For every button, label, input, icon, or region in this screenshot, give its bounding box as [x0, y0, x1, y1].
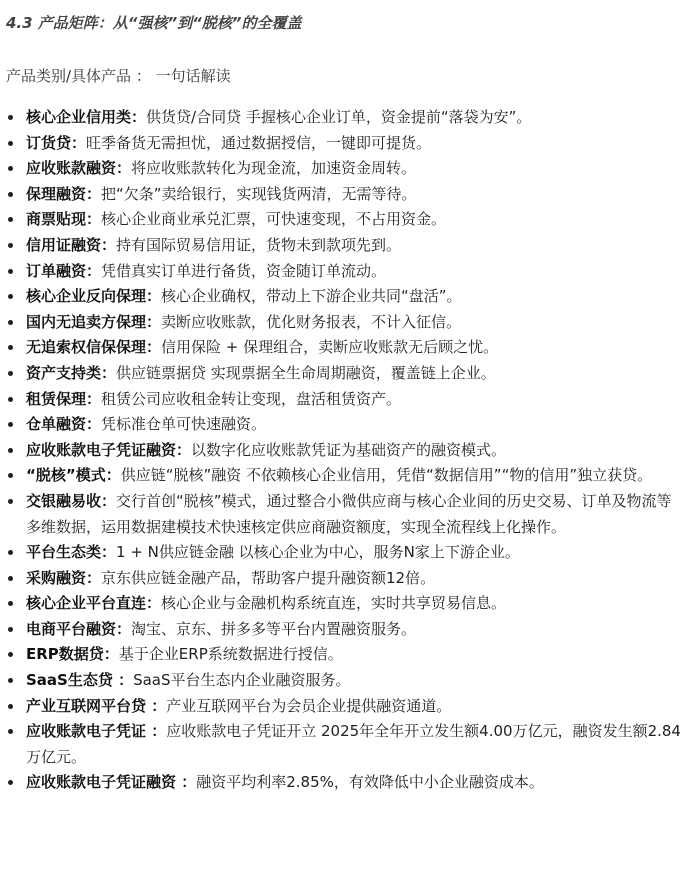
item-term: SaaS生态贷 ： [26, 671, 134, 690]
list-item [6, 668, 686, 694]
bullet-icon [8, 345, 13, 350]
bullet-icon [8, 780, 13, 785]
bullet-icon [8, 448, 13, 453]
item-term: 电商平台融资： [26, 619, 132, 638]
item-term: 应收账款电子凭证 ： [26, 722, 167, 741]
bullet-icon [8, 115, 13, 120]
item-description: 将应收账款转化为现金流，加速资金周转。 [131, 159, 417, 178]
list-item [6, 694, 686, 720]
item-term: 订单融资： [26, 261, 102, 280]
item-description: 供应链“脱核”融资 不依赖核心企业信用，凭借“数据信用”“物的信用”独立获贷。 [120, 466, 653, 485]
item-description: 核心企业与金融机构系统直连，实时共享贸易信息。 [161, 594, 507, 613]
item-term: 核心企业反向保理： [26, 287, 162, 306]
item-term: 采购融资： [26, 568, 102, 587]
category-caption: 产品类别/具体产品 ： 一句话解读 [6, 67, 231, 85]
list-item [6, 207, 686, 233]
list-item [6, 156, 686, 182]
item-term: 平台生态类： [26, 543, 117, 562]
bullet-icon [8, 320, 13, 325]
item-description: 持有国际贸易信用证，货物未到款项先到。 [116, 235, 402, 254]
item-description: 京东供应链金融产品，帮助客户提升融资额12倍。 [101, 568, 436, 587]
item-description: 供应链票据贷 实现票据全生命周期融资，覆盖链上企业。 [116, 363, 496, 382]
item-term: 交银融易收： [26, 491, 117, 510]
item-term: 仓单融资： [26, 415, 102, 434]
bullet-icon [8, 371, 13, 376]
item-description: 基于企业ERP系统数据进行授信。 [118, 645, 343, 664]
item-description: 卖断应收账款，优化财务报表，不计入征信。 [161, 312, 462, 331]
item-description: 旺季备货无需担忧，通过数据授信，一键即可提货。 [86, 133, 432, 152]
bullet-icon [8, 550, 13, 555]
item-description: 核心企业商业承兑汇票，可快速变现，不占用资金。 [101, 210, 447, 229]
item-description: 凭借真实订单进行备货，资金随订单流动。 [101, 261, 387, 280]
section-heading: 4.3 产品矩阵：从“强核”到“脱核”的全覆盖 [6, 14, 302, 32]
bullet-icon [8, 627, 13, 632]
item-term: 保理融资： [26, 184, 102, 203]
bullet-icon [8, 473, 13, 478]
item-term: 信用证融资： [26, 235, 117, 254]
bullet-icon [8, 678, 13, 683]
product-list [6, 105, 686, 796]
item-description: 融资平均利率2.85%，有效降低中小企业融资成本。 [196, 773, 544, 792]
item-description: 1 + N供应链金融 以核心企业为中心，服务N家上下游企业。 [116, 543, 520, 562]
list-item [6, 591, 686, 617]
list-item [6, 233, 686, 259]
bullet-icon [8, 217, 13, 222]
item-term: 产业互联网平台贷 ： [26, 696, 167, 715]
list-item [6, 182, 686, 208]
list-item [6, 284, 686, 310]
bullet-icon [8, 704, 13, 709]
bullet-icon [8, 397, 13, 402]
item-term: 应收账款电子凭证融资： [26, 440, 192, 459]
list-item [6, 719, 686, 770]
item-description: 核心企业确权，带动上下游企业共同“盘活”。 [161, 287, 462, 306]
bullet-icon [8, 499, 13, 504]
list-item [6, 770, 686, 796]
list-item [6, 105, 686, 131]
list-item [6, 335, 686, 361]
item-term: 核心企业平台直连： [26, 594, 162, 613]
item-term: 无追索权信保保理： [26, 338, 162, 357]
item-description: 以数字化应收账款凭证为基础资产的融资模式。 [191, 440, 507, 459]
bullet-icon [8, 269, 13, 274]
list-item [6, 412, 686, 438]
bullet-icon [8, 576, 13, 581]
item-term: 租赁保理： [26, 389, 102, 408]
bullet-icon [8, 601, 13, 606]
list-item [6, 310, 686, 336]
item-term: 应收账款融资： [26, 159, 132, 178]
item-description: 交行首创“脱核”模式，通过整合小微供应商与核心企业间的历史交易、订单及物流等多维数据，运用数据建模技术快速核定供应商融资额度，实现全流程线上化操作。 [26, 491, 672, 536]
bullet-icon [8, 652, 13, 657]
list-item [6, 259, 686, 285]
bullet-icon [8, 729, 13, 734]
list-item [6, 438, 686, 464]
list-item [6, 387, 686, 413]
item-description: 供货贷/合同贷 手握核心企业订单，资金提前“落袋为安”。 [146, 108, 532, 126]
item-description: 信用保险 + 保理组合，卖断应收账款无后顾之忧。 [161, 338, 499, 357]
item-description: SaaS平台生态内企业融资服务。 [133, 671, 351, 690]
item-description: 租赁公司应收租金转让变现，盘活租赁资产。 [101, 389, 402, 408]
list-item [6, 489, 686, 540]
item-description: 产业互联网平台为会员企业提供融资通道。 [166, 696, 452, 715]
list-item [6, 642, 686, 668]
list-item [6, 540, 686, 566]
item-term: 国内无追卖方保理： [26, 312, 162, 331]
bullet-icon [8, 166, 13, 171]
item-term: 商票贴现： [26, 210, 102, 229]
list-item [6, 361, 686, 387]
item-term: 资产支持类： [26, 363, 117, 382]
bullet-icon [8, 192, 13, 197]
item-description: 应收账款电子凭证开立 2025年全年开立发生额4.00万亿元，融资发生额2.84万亿元。 [26, 722, 681, 766]
list-item [6, 463, 686, 489]
item-description: 把“欠条”卖给银行，实现钱货两清，无需等待。 [101, 184, 417, 203]
item-term: 应收账款电子凭证融资 ： [26, 773, 197, 792]
item-term: “脱核”模式： [26, 466, 121, 485]
item-term: 核心企业信用类： [26, 108, 147, 126]
item-description: 凭标准仓单可快速融资。 [101, 415, 267, 434]
list-item [6, 617, 686, 643]
item-description: 淘宝、京东、拼多多等平台内置融资服务。 [131, 619, 417, 638]
item-term: ERP数据贷： [26, 645, 119, 664]
bullet-icon [8, 422, 13, 427]
bullet-icon [8, 243, 13, 248]
item-term: 订货贷： [26, 133, 87, 152]
bullet-icon [8, 294, 13, 299]
list-item [6, 566, 686, 592]
bullet-icon [8, 141, 13, 146]
list-item [6, 131, 686, 157]
